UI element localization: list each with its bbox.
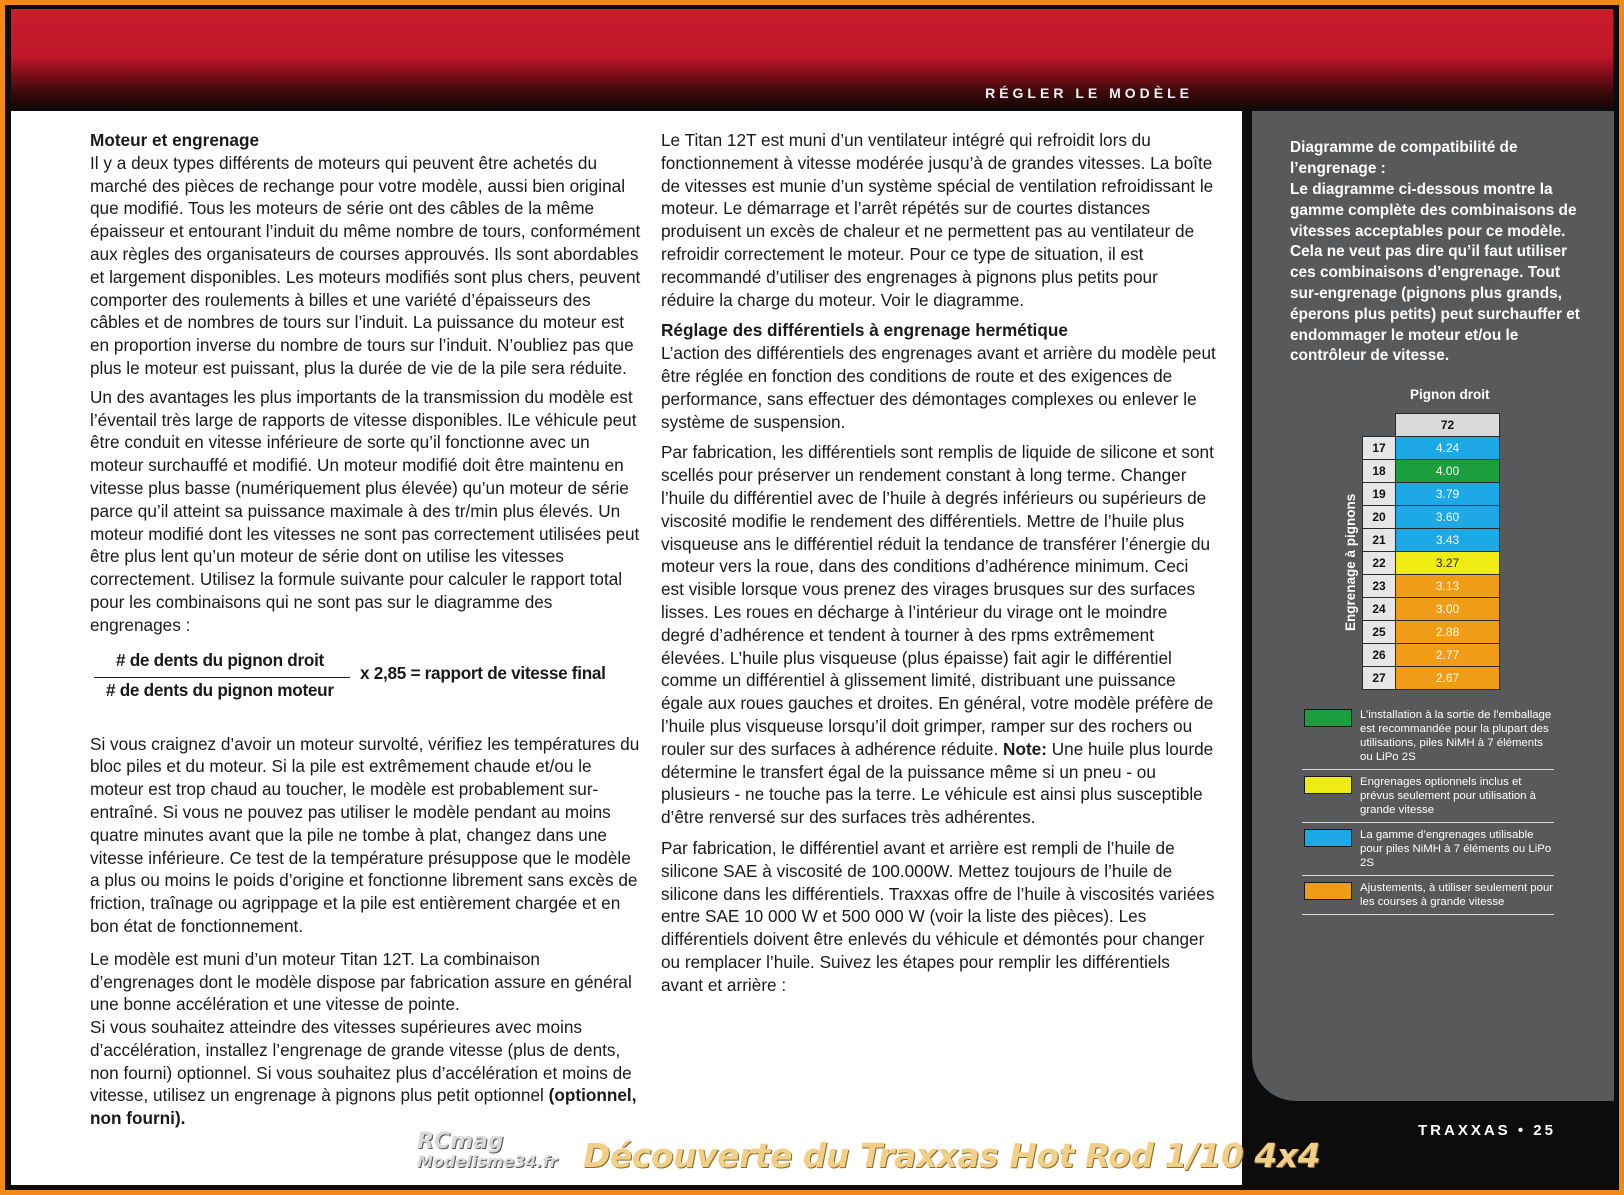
gear-ratio-formula (90, 649, 642, 723)
legend-item (1302, 823, 1554, 876)
gear-ratio-cell: 3.00 (1396, 598, 1500, 621)
gear-chart-legend (1302, 703, 1554, 915)
paragraph-gear-ratios: Un des avantages les plus importants de la transmission du modèle est l’éventail très large de rapports de vitesse disponibles. lLe véhicule peut être conduit en vitesse inférieure de sorte qu’il fonctionne avec un moteur surchauffé et modifié. Un moteur modifié doit être maintenu en vitesse plus basse (numériquement plus élevée) qu’un moteur de série parce qu’il atteint sa puissance maximale à des tr/min plus élevés. Un moteur modifié dont les vitesses ne sont pas correctement utilisées peut être plus lent qu’un moteur de série dont on utilise les vitesses correctement. Utilisez la formule suivante pour calculer le rapport total pour les combinaisons qui ne sont pas sur le diagramme des engrenages : (90, 386, 640, 635)
gear-row (1363, 506, 1500, 529)
paragraph-overgearing: Si vous craignez d’avoir un moteur survolté, vérifiez les températures du bloc piles et du moteur. Si la pile est extrêmement chaude et/ou le moteur est trop chaud au toucher, le modèle est probablement sur-entraîné. Si vous ne pouvez pas utiliser le modèle pendant au moins quatre minutes avant que la pile ne tombe à plat, changez dans une vitesse inférieure. Ce test de la température présuppose que le modèle a plus ou moins le poids d’origine et fonctionne librement sans excès de friction, traînage ou agrippage et la pile est entièrement chargée et en bon état de fonctionnement. (90, 733, 640, 936)
paragraph-cooling-fan: Le Titan 12T est muni d’un ventilateur intégré qui refroidit lors du fonctionnement à vitesse modérée jusqu’à de grandes vitesses. La boîte de vitesses est munie d’un système spécial de ventilation refroidissant le moteur. Le démarrage et l’arrêt répétés sur de courtes distances produisent un excès de chaleur et ne permettent pas au ventilateur de refroidir correctement le moteur. Pour ce type de situation, il est recommandé d’utiliser des engrenages à pignons plus petits pour réduire la charge du moteur. Voir le diagramme. (661, 130, 1214, 310)
legend-item (1302, 703, 1554, 770)
gear-ratio-cell: 3.27 (1396, 552, 1500, 575)
legend-swatch (1304, 829, 1352, 847)
left-column (90, 129, 642, 1136)
gear-row (1363, 644, 1500, 667)
legend-swatch (1304, 882, 1352, 900)
legend-text: Engrenages optionnels inclus et prévus seulement pour utilisation à grande vitesse (1360, 776, 1537, 816)
heading-sealed-differentials: Réglage des différentiels à engrenage hermétique (661, 320, 1068, 341)
gear-ratio-cell: 3.79 (1396, 483, 1500, 506)
table-header-row (1363, 414, 1500, 437)
paragraph-optional-gearing (90, 1016, 642, 1130)
pinion-count: 25 (1363, 621, 1396, 644)
pinion-axis-label: Engrenage à pignons (1343, 493, 1358, 631)
paragraph-differential-oil (661, 441, 1216, 829)
gear-row (1363, 621, 1500, 644)
watermark-logo (417, 1129, 558, 1172)
page-content (11, 111, 1242, 1185)
gear-ratio-cell: 2.88 (1396, 621, 1500, 644)
right-column (661, 129, 1216, 1002)
pinion-count: 17 (1363, 437, 1396, 460)
spur-gear-value: 72 (1396, 414, 1500, 437)
optional-gearing-text: Si vous souhaitez atteindre des vitesses supérieures avec moins d’accélération, installez l’engrenage de grande vitesse (plus de dents, non fourni) optionnel. Si vous souhaitez plus d’accélération et moins de vitesse, utilisez un engrenage à pignons plus petit optionnel (90, 1017, 632, 1106)
formula-result: x 2,85 = rapport de vitesse final (360, 662, 606, 683)
gear-row (1363, 598, 1500, 621)
pinion-count: 19 (1363, 483, 1396, 506)
table-corner (1363, 414, 1396, 437)
gear-ratio-cell: 4.00 (1396, 460, 1500, 483)
footer-brand-page: TRAXXAS • 25 (1418, 1122, 1556, 1139)
legend-swatch (1304, 776, 1352, 794)
optional-gearing-note: (optionnel, non fourni). (90, 1085, 637, 1129)
legend-text: Ajustements, à utiliser seulement pour les courses à grande vitesse (1360, 882, 1554, 908)
pinion-count: 18 (1363, 460, 1396, 483)
legend-text: L’installation à la sortie de l’emballage est recommandée pour la plupart des utilisations, piles NiMH à 7 éléments ou LiPo 2S (1360, 709, 1552, 763)
gear-row (1363, 460, 1500, 483)
watermark-title: Découverte du Traxxas Hot Rod 1/10 4x4 (583, 1136, 1321, 1175)
sidebar-title: Diagramme de compatibilité de l’engrenage : (1290, 139, 1518, 177)
gear-ratio-cell: 2.77 (1396, 644, 1500, 667)
gear-row (1363, 667, 1500, 690)
heading-motor-gearing: Moteur et engrenage (90, 130, 260, 150)
gear-ratio-cell: 3.43 (1396, 529, 1500, 552)
pinion-count: 21 (1363, 529, 1396, 552)
gear-ratio-cell: 3.60 (1396, 506, 1500, 529)
spur-gear-header: Pignon droit (1410, 387, 1490, 402)
note-label: Note: (1003, 738, 1047, 759)
pinion-count: 23 (1363, 575, 1396, 598)
paragraph-titan-motor: Le modèle est muni d’un moteur Titan 12T. La combinaison d’engrenages dont le modèle dispose par fabrication assure en général une bonne accélération et une vitesse de pointe. (90, 948, 632, 1015)
legend-item (1302, 770, 1554, 823)
differential-oil-text: Par fabrication, les différentiels sont remplis de liquide de silicone et sont scellés pour préserver un rendement constant à long terme. Changer l’huile du différentiel avec de l’huile à degrés inférieurs ou supérieurs de viscosité modifie le rendement des différentiels. Mettre de l’huile plus visqueuse ans le différentiel réduit la tendance de transférer l’énergie du moteur vers la roue, dans des conditions d’adhérence minimum. Ceci est visible lorsque vous prenez des virages brusques sur des surfaces lisses. Les roues en décharge à l’intérieur du virage ont le moindre degré d’adhérence et tendent à tourner à des rpms extrêmement élevées. L’huile plus visqueuse (plus épaisse) fait agir le différentiel comme un différentiel à glissement limité, distribuant une puissance égale aux roues gauches et droites. En général, votre modèle préfère de l’huile plus visqueuse lorsqu’il doit grimper, ramper sur des rochers ou rouler sur des surfaces à adhérence réduite. (661, 442, 1214, 759)
gear-ratio-cell: 3.13 (1396, 575, 1500, 598)
paragraph-differential-action: L’action des différentiels des engrenages avant et arrière du modèle peut être réglée en fonction des conditions de route et des exigences de performance, sans effectuer des démontages complexes ou enlever le système de suspension. (661, 343, 1216, 432)
pinion-count: 20 (1363, 506, 1396, 529)
legend-item (1302, 876, 1554, 915)
gear-ratio-cell: 4.24 (1396, 437, 1500, 460)
paragraph-motor-types: Il y a deux types différents de moteurs qui peuvent être achetés du marché des pièces de rechange pour votre modèle, aussi bien original que modifié. Tous les moteurs de série ont des câbles de la même épaisseur et entourant l’induit du même nombre de tours, conformément aux règles des organisateurs de courses approuvés. Ils sont abordables et largement disponibles. Les moteurs modifiés sont plus chers, peuvent comporter des roulements à billes et une variété d’épaisseurs des câbles et de nombres de tours sur l’induit. La puissance du moteur est en proportion inverse du nombre de tours sur l’induit. N’oubliez pas que plus le moteur est puissant, plus la durée de vie de la pile sera réduite. (90, 152, 641, 378)
gear-chart-sidebar (1252, 111, 1614, 1101)
section-title: RÉGLER LE MODÈLE (985, 85, 1193, 101)
legend-text: La gamme d’engrenages utilisable pour piles NiMH à 7 éléments ou LiPo 2S (1360, 829, 1552, 869)
pinion-count: 26 (1363, 644, 1396, 667)
gear-row (1363, 483, 1500, 506)
gear-compatibility-table (1362, 413, 1500, 690)
header-banner (11, 9, 1613, 107)
watermark-logo-line1: RCmag (417, 1129, 504, 1154)
formula-numerator: # de dents du pignon droit (116, 649, 324, 670)
gear-row (1363, 552, 1500, 575)
pinion-count: 24 (1363, 598, 1396, 621)
pinion-count: 22 (1363, 552, 1396, 575)
watermark-logo-line2: Modelisme34.fr (417, 1152, 558, 1171)
formula-denominator: # de dents du pignon moteur (106, 679, 334, 700)
fraction-line (94, 677, 350, 678)
paragraph-factory-oil: Par fabrication, le différentiel avant et arrière est rempli de l’huile de silicone SAE à viscosité de 100.000W. Mettez toujours de l’huile de silicone dans les différentiels. Traxxas offre de l’huile à viscosités variées entre SAE 10 000 W et 500 000 W (voir la liste des pièces). Les différentiels doivent être enlevés du véhicule et démontés pour changer ou remplacer l’huile. Suivez les étapes pour remplir les différentiels avant et arrière : (661, 837, 1215, 995)
sidebar-description: Le diagramme ci-dessous montre la gamme complète des combinaisons de vitesses acceptables pour ce modèle. Cela ne veut pas dire qu’il faut utiliser ces combinaisons d’engrenage. Tout sur-engrenage (pignons plus grands, éperons plus petits) peut surchauffer et endommager le moteur et/ou le contrôleur de vitesse. (1290, 181, 1580, 365)
legend-swatch (1304, 709, 1352, 727)
differential-oil-note: Une huile plus lourde détermine le transfert égal de la puissance même si un pneu - ou plusieurs - ne touche pas la terre. Le véhicule est ainsi plus susceptible d’être renversé sur des surfaces très adhérentes. (661, 738, 1214, 828)
gear-row (1363, 437, 1500, 460)
gear-row (1363, 575, 1500, 598)
pinion-count: 27 (1363, 667, 1396, 690)
gear-row (1363, 529, 1500, 552)
gear-ratio-cell: 2.67 (1396, 667, 1500, 690)
